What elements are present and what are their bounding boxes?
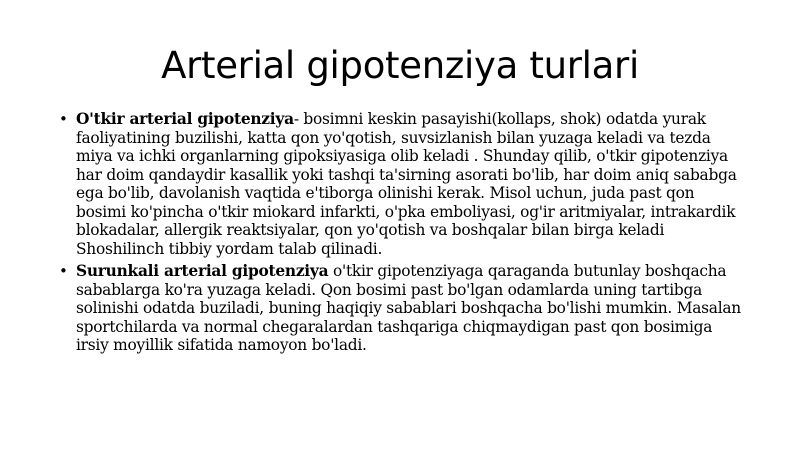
- bullet-term: O'tkir arterial gipotenziya: [76, 110, 294, 128]
- bullet-item-chronic-hypotension: [56, 262, 746, 355]
- bullet-text: o'tkir gipotenziyaga qaraganda butunlay boshqacha sabablarga ko'ra yuzaga keladi. Qon bosimi past bo'lgan odamlarda uning tartibga solinishi odatda buziladi, buning haqiqiy sabablari boshqacha bo'lishi mumkin. Masalan sportchilarda va normal chegaralardan tashqariga chiqmaydigan past qon bosimiga irsiy moyillik sifatida namoyon bo'ladi.: [76, 262, 741, 354]
- bullet-list: [56, 110, 746, 359]
- bullet-term: Surunkali arterial gipotenziya: [76, 262, 329, 280]
- bullet-marker: •: [59, 262, 68, 280]
- bullet-text: - bosimni keskin pasayishi(kollaps, shok) odatda yurak faoliyatining buzilishi, katta qon yo'qotish, suvsizlanish bilan yuzaga keladi va tezda miya va ichki organlarning gipoksiyasiga olib keladi . Shunday qilib, o'tkir gipotenziya har doim qandaydir kasallik yoki tashqi ta'sirning asorati bo'lib, har doim aniq sababga ega bo'lib, davolanish vaqtida e'tiborga olinishi kerak. Misol uchun, juda past qon bosimi ko'pincha o'tkir miokard infarkti, o'pka emboliyasi, og'ir aritmiyalar, intrakardik blokadalar, allergik reaktsiyalar, qon yo'qotish va boshqalar bilan birga keladi Shoshilinch tibbiy yordam talab qilinadi.: [76, 110, 737, 258]
- bullet-marker: •: [59, 110, 68, 128]
- bullet-item-acute-hypotension: [56, 110, 746, 258]
- slide-title: Arterial gipotenziya turlari: [161, 44, 639, 87]
